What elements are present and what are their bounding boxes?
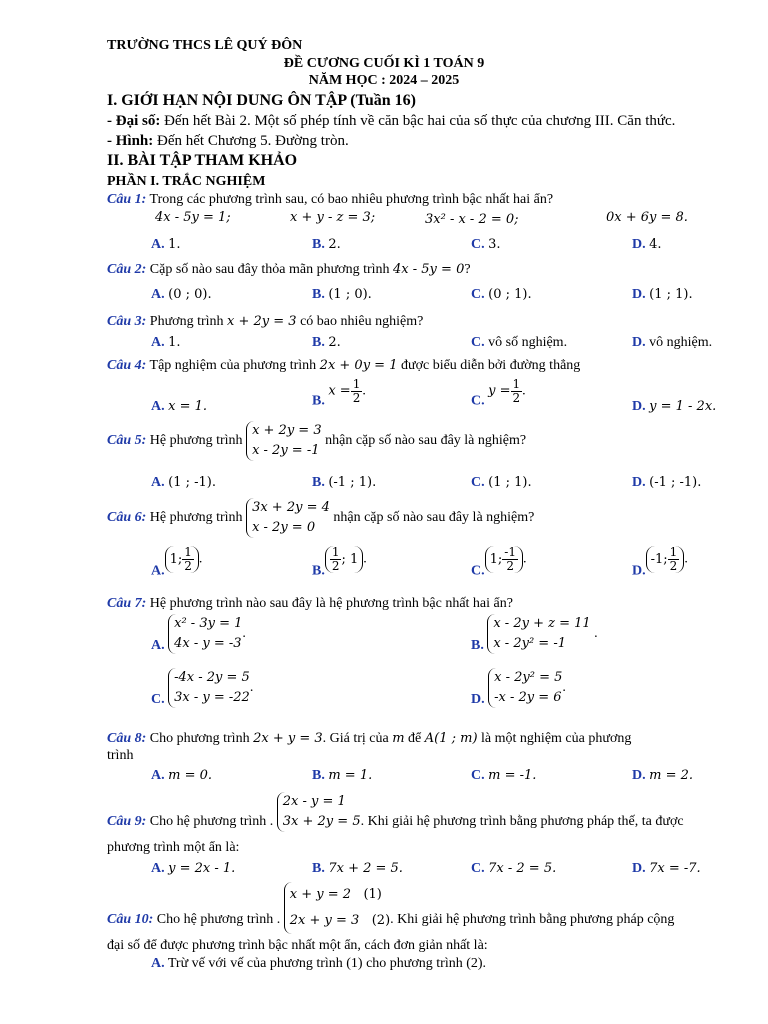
- question-9: Câu 9: Cho hệ phương trình . 2x - y = 1 3x + 2y = 5. Khi giải hệ phương trình bằng phương pháp thế, ta được: [107, 792, 684, 832]
- q2-option-c: C. (0 ; 1).: [471, 287, 532, 302]
- q8-option-b: B. m = 1.: [312, 768, 373, 783]
- question-2: Câu 2: Cặp số nào sau đây thỏa mãn phương trình 4x - 5y = 0?: [107, 262, 471, 277]
- question-text: Trong các phương trình sau, có bao nhiêu phương trình bậc nhất hai ẩn?: [146, 192, 554, 207]
- equation-system: x + 2y = 3 x - 2y = -1: [246, 421, 322, 461]
- question-10-continued: đại số để được phương trình bậc nhất một ẩn, cách đơn giản nhất là:: [107, 938, 488, 953]
- q2-option-b: B. (1 ; 0).: [312, 287, 372, 302]
- question-10: Câu 10: Cho hệ phương trình . x + y = 2 (1) 2x + y = 3 (2). Khi giải hệ phương trình bằng phương pháp cộng: [107, 882, 674, 934]
- equation-system: 2x - y = 1 3x + 2y = 5: [277, 792, 361, 832]
- q4-option-d: D. y = 1 - 2x.: [632, 399, 717, 414]
- q7-option-d: D. x - 2y² = 5 -x - 2y = 6.: [471, 670, 566, 708]
- q7-option-a: A. x² - 3y = 1 4x - y = -3.: [151, 616, 246, 654]
- geometry-text: Đến hết Chương 5. Đường tròn.: [153, 133, 349, 149]
- q1-option-b: B. 2.: [312, 237, 341, 252]
- q1-option-c: C. 3.: [471, 237, 501, 252]
- q10-option-a: A. Trừ vế với vế của phương trình (1) cho phương trình (2).: [151, 956, 487, 971]
- question-6: Câu 6: Hệ phương trình 3x + 2y = 4 x - 2y = 0 nhận cặp số nào sau đây là nghiệm?: [107, 498, 534, 538]
- question-7: Câu 7: Hệ phương trình nào sau đây là hệ phương trình bậc nhất hai ẩn?: [107, 596, 513, 611]
- q3-option-c: C. vô số nghiệm.: [471, 335, 568, 350]
- q8-option-c: C. m = -1.: [471, 768, 537, 783]
- q7-option-c: C. -4x - 2y = 5 3x - y = -22.: [151, 670, 254, 708]
- q7-option-b: B. x - 2y + z = 11 x - 2y² = -1 .: [471, 616, 598, 654]
- question-3: Câu 3: Phương trình x + 2y = 3 có bao nhiêu nghiệm?: [107, 314, 424, 329]
- q5-option-c: C. (1 ; 1).: [471, 475, 532, 490]
- q9-option-d: D. 7x = -7.: [632, 861, 701, 876]
- geometry-label: - Hình:: [107, 133, 154, 149]
- q1-equation-3: 3x² - x - 2 = 0;: [425, 212, 519, 227]
- q4-option-b: B. x = $\frac{1}{2}$ .: [312, 377, 366, 409]
- q8-option-a: A. m = 0.: [151, 768, 213, 783]
- q9-option-a: A. y = 2x - 1.: [151, 861, 236, 876]
- q5-option-d: D. (-1 ; -1).: [632, 475, 702, 490]
- algebra-label: - Đại số:: [107, 113, 161, 129]
- q1-option-a: A. 1.: [151, 237, 181, 252]
- q2-option-d: D. (1 ; 1).: [632, 287, 693, 302]
- q8-option-d: D. m = 2.: [632, 768, 694, 783]
- q1-equation-2: x + y - z = 3;: [290, 210, 376, 225]
- section1-heading: I. GIỚI HẠN NỘI DUNG ÔN TẬP (Tuần 16): [107, 92, 416, 109]
- question-1: [107, 192, 553, 208]
- q9-option-c: C. 7x - 2 = 5.: [471, 861, 557, 876]
- q5-option-b: B. (-1 ; 1).: [312, 475, 377, 490]
- school-name: TRƯỜNG THCS LÊ QUÝ ĐÔN: [107, 38, 303, 53]
- q2-option-a: A. (0 ; 0).: [151, 287, 212, 302]
- q3-option-b: B. 2.: [312, 335, 341, 350]
- question-5: Câu 5: Hệ phương trình x + 2y = 3 x - 2y = -1 nhận cặp số nào sau đây là nghiệm?: [107, 421, 526, 461]
- part1-heading: PHẦN I. TRẮC NGHIỆM: [107, 174, 266, 189]
- school-year: NĂM HỌC : 2024 – 2025: [308, 73, 460, 88]
- document-title: ĐỀ CƯƠNG CUỐI KÌ 1 TOÁN 9: [283, 56, 485, 71]
- question-8: Câu 8: Cho phương trình 2x + y = 3. Giá trị của m để A(1 ; m) là một nghiệm của phương: [107, 731, 632, 746]
- q1-option-d: D. 4.: [632, 237, 662, 252]
- q6-option-d: D.-1; $\frac{1}{2}$ .: [632, 545, 688, 579]
- equation-system: 3x + 2y = 4 x - 2y = 0: [246, 498, 330, 538]
- question-9-continued: phương trình một ẩn là:: [107, 840, 240, 855]
- algebra-text: Đến hết Bài 2. Một số phép tính về căn bậc hai của số thực của chương III. Căn thức.: [160, 113, 676, 129]
- q6-option-a: A.1; $\frac{1}{2}$ .: [151, 545, 203, 579]
- section2-heading: II. BÀI TẬP THAM KHẢO: [107, 152, 298, 169]
- q4-option-a: A. x = 1.: [151, 399, 208, 414]
- question-label: Câu 1:: [107, 192, 147, 207]
- q9-option-b: B. 7x + 2 = 5.: [312, 861, 403, 876]
- question-4: Câu 4: Tập nghiệm của phương trình 2x + 0y = 1 được biểu diễn bởi đường thẳng: [107, 358, 581, 373]
- q3-option-d: D. vô nghiệm.: [632, 335, 713, 350]
- q5-option-a: A. (1 ; -1).: [151, 475, 216, 490]
- q1-equation-4: 0x + 6y = 8.: [606, 210, 688, 225]
- equation-system: x + y = 2 (1) 2x + y = 3 (2): [284, 882, 390, 934]
- q6-option-c: C.1; $\frac{-1}{2}$ .: [471, 545, 527, 579]
- q3-option-a: A. 1.: [151, 335, 181, 350]
- algebra-scope: [107, 113, 675, 129]
- geometry-scope: [107, 133, 349, 149]
- q6-option-b: B. $\frac{1}{2}$ ; 1 .: [312, 545, 367, 579]
- q4-option-c: C. y = $\frac{1}{2}$ .: [471, 377, 526, 409]
- question-8-continued: trình: [107, 748, 134, 763]
- q1-equation-1: 4x - 5y = 1;: [155, 210, 231, 225]
